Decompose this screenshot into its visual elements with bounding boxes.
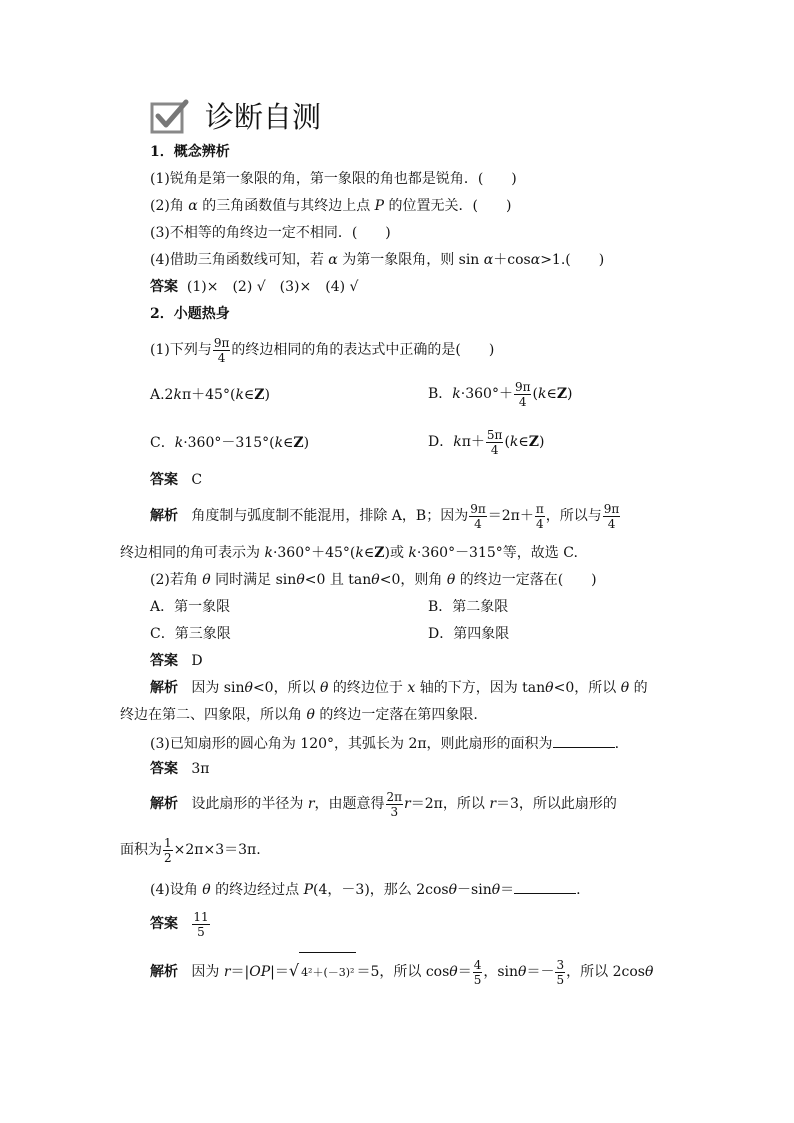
p3-explanation-line1: 解析 设此扇形的半径为 r，由题意得 $\frac{2\pi}{3}$ r＝2π，所以 r＝3，所以此扇形的 [150,789,617,819]
p1-explanation-line2: 终边相同的角可表示为 k·360°＋45°(k∈Z)或 k·360°－315°等，故选 C. [120,545,578,561]
p3-answer-blank[interactable] [553,733,615,748]
p4-answer-blank[interactable] [514,879,576,894]
p4-explanation-line1: 解析 因为 r＝|OP|＝√ 4²＋(－3)² ＝5，所以 cosθ＝ $\frac{4}{5}$ ，sinθ＝－ $\frac{3}{5}$ ，所以 2cosθ [150,952,653,991]
p3-answer: 答案 3π [150,761,210,777]
s1-question-4: (4)借助三角函数线可知，若 α 为第一象限角，则 sin α＋cosα>1.( ) [150,252,605,268]
p1-option-b: B．k·360°＋ $\frac{9\pi}{4}$ (k∈Z) [428,379,573,409]
p2-option-a: A．第一象限 [150,599,231,615]
p1-explanation-line1: 解析 角度制与弧度制不能混用，排除 A，B；因为 $\frac{9\pi}{4}$ ＝2π＋ $\frac{\pi}{4}$ ，所以与 $\frac{9\pi}{4}$ [150,501,620,531]
p2-explanation-line2: 终边在第二、四象限，所以角 θ 的终边一定落在第四象限. [120,707,478,723]
p1-option-c: C．k·360°－315°(k∈Z) [150,435,310,451]
p2-option-c: C．第三象限 [150,626,231,642]
s2-heading: 2．小题热身 [150,306,230,322]
p2-explanation-line1: 解析 因为 sinθ<0，所以 θ 的终边位于 x 轴的下方，因为 tanθ<0，所以 θ 的 [150,680,648,696]
s1-question-3: (3)不相等的角终边一定不相同．( ) [150,225,391,241]
p4-answer: 答案 $\frac{11}{5}$ [150,909,209,939]
s1-heading: 1．概念辨析 [150,144,230,160]
p2-option-d: D．第四象限 [428,626,510,642]
p3-question: (3)已知扇形的圆心角为 120°，其弧长为 2π，则此扇形的面积为 . [150,733,619,753]
s1-question-2: (2)角 α 的三角函数值与其终边上点 P 的位置无关．( ) [150,198,512,214]
checkbox-icon [150,98,192,136]
p3-explanation-line2: 面积为 $\frac{1}{2}$ ×2π×3＝3π. [120,835,261,865]
p1-question: (1)下列与 $\frac{9\pi}{4}$ 的终边相同的角的表达式中正确的是( ) [150,335,495,365]
p2-option-b: B．第二象限 [428,599,509,615]
p4-question: (4)设角 θ 的终边经过点 P(4，－3)，那么 2cosθ－sinθ＝ . [150,879,581,899]
p1-answer: 答案 C [150,472,203,488]
p2-question: (2)若角 θ 同时满足 sinθ<0 且 tanθ<0，则角 θ 的终边一定落在( ) [150,572,597,588]
s1-question-1: (1)锐角是第一象限的角，第一象限的角也都是锐角．( ) [150,171,517,187]
section-title: 诊断自测 [205,100,322,134]
p1-option-a: A.2kπ＋45°(k∈Z) [150,387,270,403]
p2-answer: 答案 D [150,653,203,669]
p1-option-d: D．kπ＋ $\frac{5\pi}{4}$ (k∈Z) [428,427,545,457]
s1-answer: 答案 (1)× (2) √ (3)× (4) √ [150,279,359,295]
